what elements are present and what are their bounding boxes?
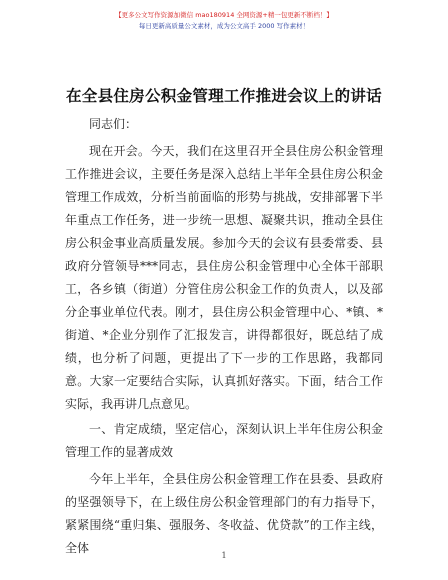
promo-banner-line-2: 每日更新高质量公文素材，成为公文高手 2000 写作素材！ (138, 22, 310, 30)
document-body (65, 113, 383, 560)
greeting: 同志们： (89, 117, 138, 131)
paragraph-section-1: 今年上半年，全县住房公积金管理工作在县委、县政府的坚强领导下，在上级住房公积金管理部门的有力指导下，紧紧围绕“重归集、强服务、冬收益、优贷款”的工作主线，全体 (65, 472, 383, 555)
document-title: 在全县住房公积金管理工作推进会议上的讲话 (65, 86, 382, 105)
section-heading-1: 一、肯定成绩，坚定信心，深刻认识上半年住房公积金管理工作的显著成效 (65, 422, 383, 459)
promo-banner (0, 10, 448, 32)
paragraph-intro: 现在开会。今天，我们在这里召开全县住房公积金管理工作推进会议，主要任务是深入总结上半年全县住房公积金管理工作成效，分析当前面临的形势与挑战，安排部署下半年重点工作任务，进一步统一思想、凝聚共识，推动全县住房公积金事业高质量发展。参加今天的会议有县委常委、县政府分管领导***同志，县住房公积金管理中心全体干部职工，各乡镇（街道）分管住房公积金工作的负责人，以及部分企事业单位代表。刚才，县住房公积金管理中心、*镇、*街道、*企业分别作了汇报发言，讲得都很好，既总结了成绩，也分析了问题，更提出了下一步的工作思路，我都同意。大家一定要结合实际，认真抓好落实。下面，结合工作实际，我再讲几点意见。 (65, 144, 383, 411)
promo-banner-line-1: 【更多公文写作资源加微信 mao180914 全网资源+精一包更新不断档！】 (115, 11, 333, 19)
page-number: 1 (221, 551, 227, 560)
